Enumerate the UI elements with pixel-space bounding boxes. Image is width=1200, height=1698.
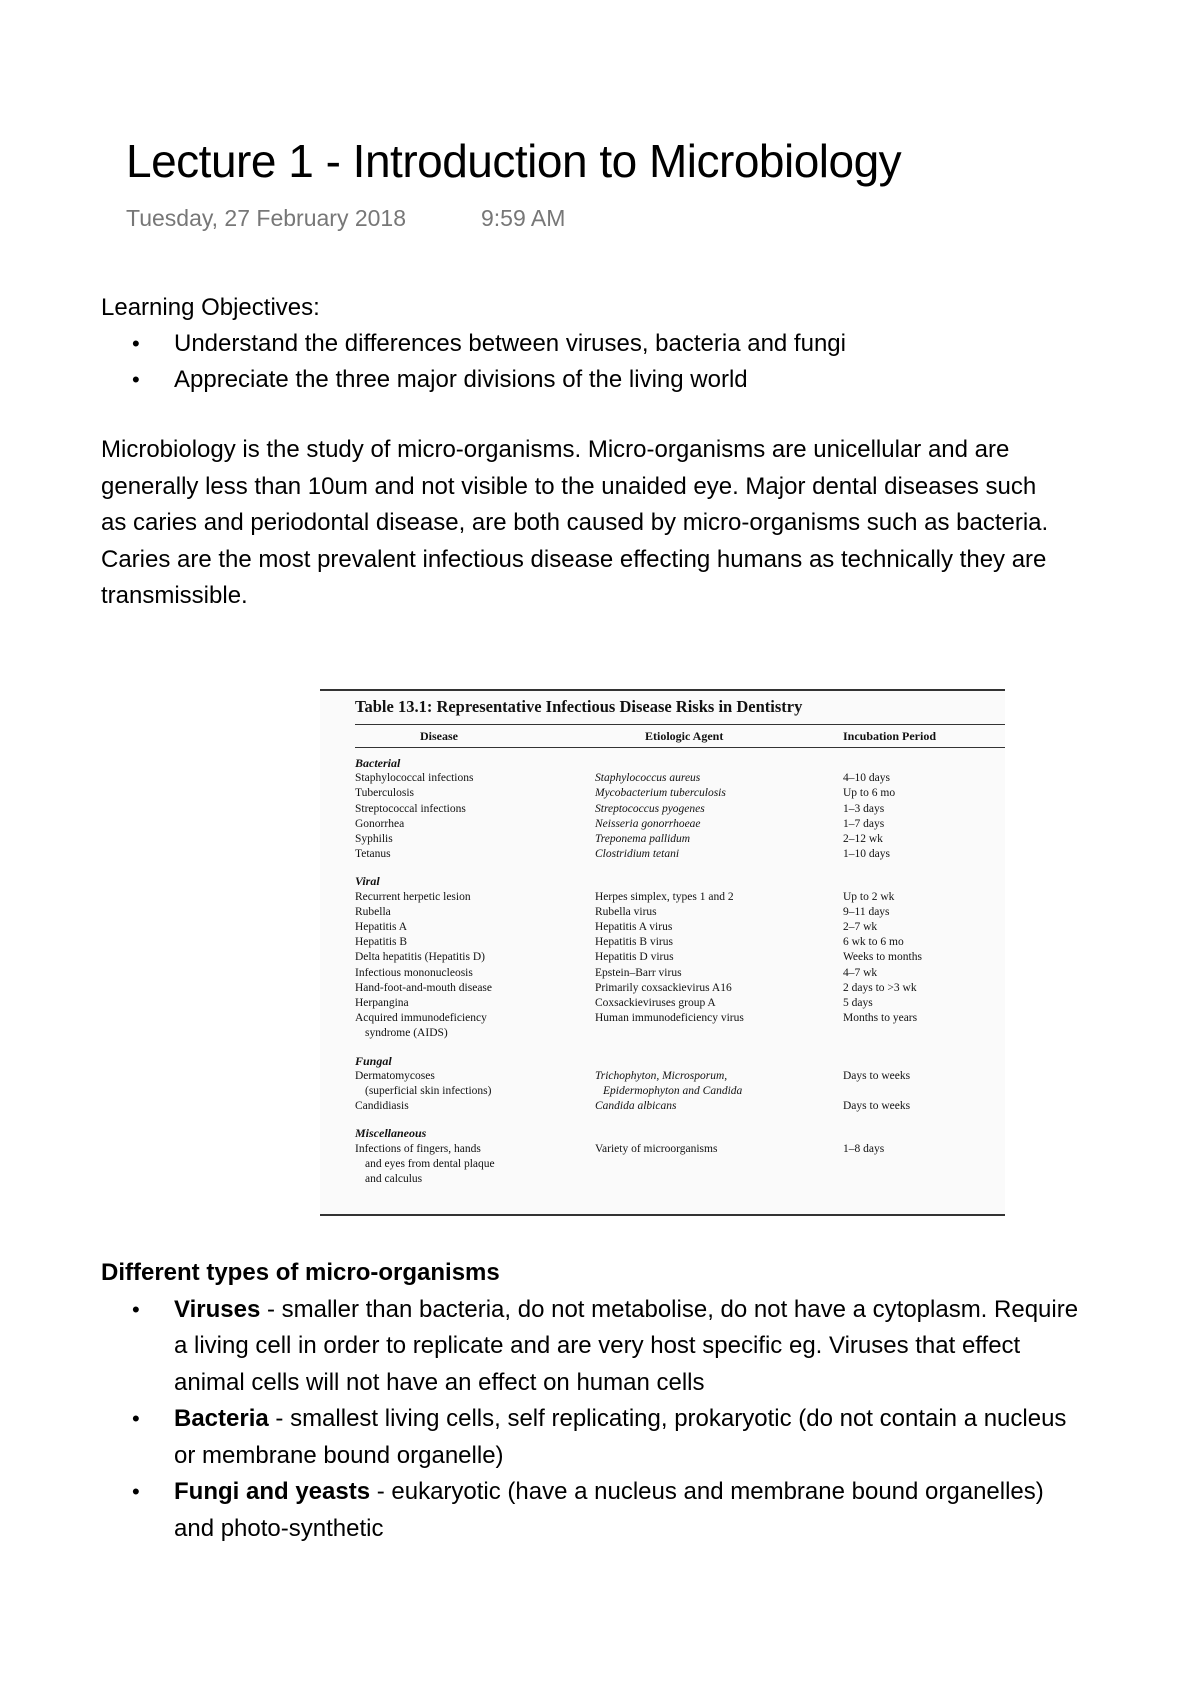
table-cell-disease: Hepatitis A [355, 921, 408, 933]
list-item [101, 362, 846, 398]
table-rule [355, 747, 1005, 748]
table-cell-incubation: 1–10 days [843, 848, 890, 861]
type-description: - smaller than bacteria, do not metabolise, do not have a cytoplasm. Require a living cell in order to replicate and are very host specific eg. Viruses that effect animal cells will not have an effect on human cells [174, 1295, 1079, 1396]
table-cell-agent: Epstein–Barr virus [595, 966, 682, 979]
table-cell-agent: Treponema pallidum [595, 833, 691, 845]
table-cell-incubation: Days to weeks [843, 1069, 911, 1082]
types-list [101, 1292, 1081, 1548]
table-cell-agent: Hepatitis B virus [595, 936, 673, 949]
table-cell-disease: Staphylococcal infections [355, 772, 474, 785]
table-cell-incubation: Months to years [843, 1012, 918, 1025]
table-cell-disease: Rubella [355, 905, 391, 918]
note-time: 9:59 AM [481, 205, 566, 231]
table-cell-disease: Candidiasis [355, 1100, 409, 1113]
table-cell-agent: Variety of microorganisms [595, 1142, 718, 1155]
table-cell-disease: syndrome (AIDS) [365, 1027, 448, 1040]
type-term: Fungi and yeasts [174, 1478, 371, 1505]
table-cell-incubation: 1–8 days [843, 1142, 885, 1155]
objectives-list [101, 326, 846, 398]
bullet-icon: • [132, 331, 140, 356]
table-cell-agent: Candida albicans [595, 1100, 677, 1113]
table-cell-disease: Tetanus [355, 848, 391, 861]
table-cell-incubation: 1–7 days [843, 817, 885, 830]
table-cell-agent: Clostridium tetani [595, 848, 680, 861]
table-cell-disease: and eyes from dental plaque [365, 1157, 495, 1170]
table-cell-disease: Syphilis [355, 833, 393, 845]
table-cell-incubation: 4–10 days [843, 772, 890, 785]
page-title: Lecture 1 - Introduction to Microbiology [126, 135, 902, 187]
table-cell-disease: Infections of fingers, hands [355, 1142, 481, 1155]
note-date: Tuesday, 27 February 2018 [126, 205, 406, 231]
type-description: - eukaryotic (have a nucleus and membrane bound organelles) and photo-synthetic [174, 1478, 1044, 1542]
table-cell-incubation: 2–7 wk [843, 921, 878, 933]
type-term: Bacteria [174, 1405, 269, 1432]
table-cell-disease: and calculus [365, 1173, 423, 1185]
bullet-icon: • [132, 1479, 140, 1504]
list-item [101, 1292, 1081, 1402]
list-item [101, 1474, 1081, 1547]
table-cell-agent: Hepatitis A virus [595, 921, 673, 933]
table-cell-disease: Streptococcal infections [355, 802, 466, 815]
table-cell-incubation: 2–12 wk [843, 833, 883, 845]
objectives-heading: Learning Objectives: [101, 294, 320, 321]
table-cell-incubation: 1–3 days [843, 802, 885, 815]
table-cell-agent: Primarily coxsackievirus A16 [595, 981, 732, 994]
learning-objectives [101, 290, 846, 398]
table-cell-incubation: Days to weeks [843, 1100, 911, 1113]
table-cell-incubation: Up to 2 wk [843, 890, 895, 903]
table-cell-incubation: Weeks to months [843, 951, 922, 964]
table-cell-incubation: 9–11 days [843, 905, 890, 918]
disease-risk-table-image [320, 689, 1005, 1216]
table-section-heading: Fungal [355, 1053, 392, 1068]
table-cell-disease: Herpangina [355, 997, 409, 1009]
table-cell-agent: Herpes simplex, types 1 and 2 [595, 890, 734, 903]
types-heading: Different types of micro-organisms [101, 1259, 500, 1286]
bullet-icon: • [132, 1406, 140, 1431]
table-cell-incubation: 5 days [843, 997, 873, 1009]
table-cell-incubation: Up to 6 mo [843, 787, 896, 800]
table-rule [355, 724, 1005, 725]
table-cell-agent: Streptococcus pyogenes [595, 802, 705, 815]
table-cell-disease: Hand-foot-and-mouth disease [355, 981, 493, 994]
table-section-heading: Viral [355, 874, 380, 889]
table-cell-disease: Hepatitis B [355, 936, 408, 949]
table-header-incubation: Incubation Period [843, 729, 937, 743]
table-header-disease: Disease [420, 729, 458, 743]
type-description: - smallest living cells, self replicating, prokaryotic (do not contain a nucleus or membrane bound organelle) [174, 1405, 1067, 1469]
intro-paragraph: Microbiology is the study of micro-organisms. Micro-organisms are unicellular and are generally less than 10um and not visible to the unaided eye. Major dental diseases such as caries and periodontal disease, are both caused by micro-organisms such as bacteria. Caries are the most prevalent infectious disease effecting humans as technically they are transmissible. [101, 436, 1049, 609]
table-cell-disease: Tuberculosis [355, 787, 414, 800]
type-term: Viruses [174, 1295, 261, 1323]
table-cell-disease: Infectious mononucleosis [355, 966, 473, 979]
table-cell-agent: Epidermophyton and Candida [603, 1085, 743, 1097]
list-item [101, 326, 846, 362]
table-cell-incubation: 4–7 wk [843, 966, 878, 979]
table-cell-agent: Mycobacterium tuberculosis [595, 787, 726, 800]
table-header-agent: Etiologic Agent [645, 729, 724, 743]
table-cell-disease: Dermatomycoses [355, 1069, 435, 1082]
table-cell-agent: Human immunodeficiency virus [595, 1012, 744, 1025]
table-cell-disease: Gonorrhea [355, 817, 405, 830]
table-cell-disease: Acquired immunodeficiency [355, 1012, 487, 1025]
table-cell-agent: Staphylococcus aureus [595, 772, 701, 785]
objective-text: Appreciate the three major divisions of the living world [174, 366, 748, 393]
table-cell-agent: Trichophyton, Microsporum, [595, 1069, 728, 1082]
list-item [101, 1401, 1081, 1474]
table-cell-agent: Hepatitis D virus [595, 951, 674, 964]
table-title: Table 13.1: Representative Infectious Disease Risks in Dentistry [355, 697, 803, 716]
table-cell-disease: Recurrent herpetic lesion [355, 890, 471, 903]
table-cell-agent: Rubella virus [595, 905, 657, 918]
table-section-heading: Miscellaneous [355, 1126, 427, 1141]
table-section-heading: Bacterial [355, 756, 401, 770]
table-cell-disease: Delta hepatitis (Hepatitis D) [355, 951, 485, 964]
table-cell-agent: Neisseria gonorrhoeae [595, 817, 701, 830]
microorganism-types [101, 1255, 1081, 1547]
objective-text: Understand the differences between viruses, bacteria and fungi [174, 330, 846, 357]
bullet-icon: • [132, 367, 140, 392]
table-cell-incubation: 6 wk to 6 mo [843, 936, 904, 949]
table-cell-incubation: 2 days to >3 wk [843, 981, 917, 994]
bullet-icon: • [132, 1296, 140, 1322]
table-cell-agent: Coxsackieviruses group A [595, 997, 716, 1009]
table-cell-disease: (superficial skin infections) [365, 1085, 492, 1097]
